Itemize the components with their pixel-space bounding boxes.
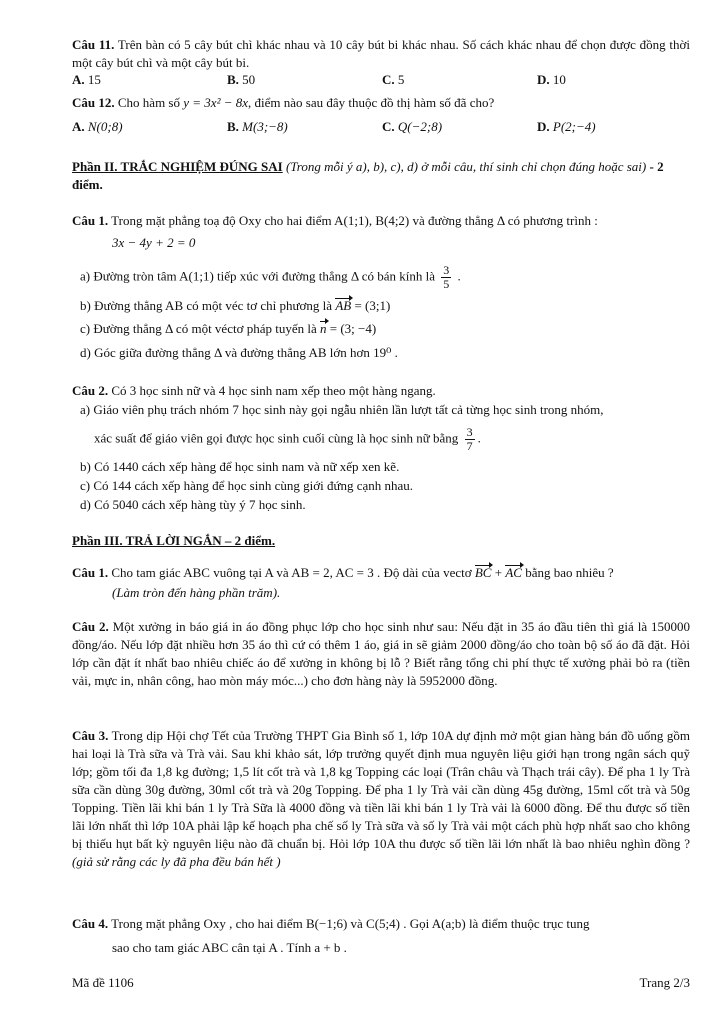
vector-ac: AC <box>505 565 522 580</box>
question-label: Câu 1. <box>72 213 109 228</box>
part3-question-1: Câu 1. Cho tam giác ABC vuông tại A và AB = 2, AC = 3 . Độ dài của vectơ BC + AC bằng bao nhiêu ? <box>72 565 614 580</box>
question-label: Câu 11. <box>72 37 115 52</box>
q11-options <box>72 71 692 89</box>
question-label: Câu 1. <box>72 565 109 580</box>
fraction: $\frac{3}{5}$ <box>443 263 450 291</box>
part3-question-2: Câu 2. Một xưởng in báo giá in áo đồng phục lớp cho học sinh như sau: Nếu đặt in 35 áo đầu tiên thì giá là 150000 đồng/áo. Nếu lớp đặt nhiều hơn 35 áo thì cứ có thêm 1 áo, giá in sẽ giảm 2000 đồng/áo cho toàn bộ số áo đã đặt. Hỏi lớp cần đặt ít nhất bao nhiêu chiếc áo để xưởng in không bị lỗ ? Biết rằng tổng chi phí thực tế xưởng phải bỏ ra (tiền vải, mực in, nhân công, hao mòn máy móc...) cho đơn hàng này là 5952000 đồng. <box>72 619 690 688</box>
option-a: A. N(0;8) <box>72 119 123 134</box>
question-12: Câu 12. Cho hàm số y = 3x² − 8x, điểm nào sau đây thuộc đồ thị hàm số đã cho? <box>72 95 495 110</box>
part3-question-4-line2: sao cho tam giác ABC cân tại A . Tính a + b . <box>112 940 347 955</box>
line-equation: 3x − 4y + 2 = 0 <box>112 235 196 250</box>
option-c: C. 5 <box>382 72 405 87</box>
item-b: b) Đường thẳng AB có một véc tơ chỉ phương là AB = (3;1) <box>80 298 391 313</box>
part3-question-4: Câu 4. Trong mặt phẳng Oxy , cho hai điểm B(−1;6) và C(5;4) . Gọi A(a;b) là điểm thuộc trục tung <box>72 916 590 931</box>
item-a: a) Đường tròn tâm A(1;1) tiếp xúc với đường thẳng Δ có bán kính là $\frac{3}{5}$ . <box>80 263 461 291</box>
rounding-note: (Làm tròn đến hàng phần trăm). <box>112 585 281 600</box>
vector-n: n <box>320 321 327 336</box>
question-label: Câu 4. <box>72 916 109 931</box>
question-label: Câu 2. <box>72 619 109 634</box>
section-title: Phần III. TRẢ LỜI NGẮN – 2 điểm. <box>72 533 276 548</box>
part2-question-1: Câu 1. Trong mặt phẳng toạ độ Oxy cho hai điểm A(1;1), B(4;2) và đường thẳng Δ có phương trình : <box>72 213 598 228</box>
item-d: d) Góc giữa đường thẳng Δ và đường thẳng AB lớn hơn 19⁰ . <box>80 345 398 360</box>
item-d: d) Có 5040 cách xếp hàng tùy ý 7 học sinh. <box>80 497 306 512</box>
option-b: B. 50 <box>227 72 256 87</box>
part-3-heading <box>72 532 690 550</box>
fraction: $\frac{3}{7}$ <box>466 425 473 453</box>
part2-question-2: Câu 2. Có 3 học sinh nữ và 4 học sinh nam xếp theo một hàng ngang. <box>72 383 436 398</box>
item-c: c) Đường thẳng Δ có một véctơ pháp tuyến là n = (3; −4) <box>80 321 377 336</box>
section-title: Phần II. TRẮC NGHIỆM ĐÚNG SAI <box>72 159 283 174</box>
vector-bc: BC <box>474 565 492 580</box>
option-d: D. P(2;−4) <box>537 119 596 134</box>
exam-code: Mã đề 1106 <box>72 975 134 990</box>
part3-question-3: Câu 3. Trong dịp Hội chợ Tết của Trường THPT Gia Bình số 1, lớp 10A dự định mở một gian hàng bán đồ uống gồm hai loại là Trà sữa và Trà vải. Sau khi khảo sát, lớp trưởng quyết định mua nguyên liệu giới hạn trong ngân sách quỹ lớp; gồm tối đa 1,8 kg đường; 1,5 lít cốt trà và 1,8 kg Topping các loại (Trân châu và Thạch trái cây). Để pha 1 ly Trà sữa cần dùng 30g đường, 30ml cốt trà và 20g Topping. Để pha 1 ly Trà vải cần dùng 45g đường, 15ml cốt trà và 50g Topping. Tiền lãi khi bán 1 ly Trà Sữa là 4000 đồng và tiền lãi khi bán 1 ly Trà vải là 6000 đồng. Để thu được số tiền lãi lớn nhất thì lớp 10A phải lập kế hoạch pha chế số ly Trà sữa và số ly Trà vải một cách phù hợp nhất sao cho không bị thiếu hụt bất kỳ nguyên liệu nào đã chuẩn bị. Hỏi lớp 10A thu được số tiền lãi lớn nhất là bao nhiêu nghìn đồng ? (giả sử rằng các ly đã pha đều bán hết ) <box>72 728 690 869</box>
item-a-line2: xác suất để giáo viên gọi được học sinh cuối cùng là học sinh nữ bằng $\frac{3}{7}$ . <box>94 425 481 453</box>
question-label: Câu 2. <box>72 383 109 398</box>
option-b: B. M(3;−8) <box>227 119 288 134</box>
q12-options <box>72 118 692 136</box>
question-11 <box>72 36 690 72</box>
page-number: Trang 2/3 <box>639 975 690 990</box>
item-a-line1: a) Giáo viên phụ trách nhóm 7 học sinh này gọi ngẫu nhiên lần lượt tất cả từng học sinh trong nhóm, <box>80 402 604 417</box>
option-c: C. Q(−2;8) <box>382 119 443 134</box>
item-c: c) Có 144 cách xếp hàng để học sinh cùng giới đứng cạnh nhau. <box>80 478 414 493</box>
item-b: b) Có 1440 cách xếp hàng để học sinh nam và nữ xếp xen kẽ. <box>80 459 400 474</box>
option-a: A. 15 <box>72 72 101 87</box>
question-text: Trên bàn có 5 cây bút chì khác nhau và 10 cây bút bi khác nhau. Số cách khác nhau để chọn được đồng thời một cây bút chì và một cây bút bi. <box>72 37 690 70</box>
part-2-heading: Phần II. TRẮC NGHIỆM ĐÚNG SAI (Trong mỗi ý a), b), c), d) ở mỗi câu, thí sinh chỉ chọn đúng hoặc sai) - 2 điểm. <box>72 159 664 192</box>
question-label: Câu 12. <box>72 95 115 110</box>
vector-ab: AB <box>335 298 352 313</box>
question-label: Câu 3. <box>72 728 109 743</box>
function-formula: y = 3x² − 8x <box>183 95 249 110</box>
option-d: D. 10 <box>537 72 566 87</box>
